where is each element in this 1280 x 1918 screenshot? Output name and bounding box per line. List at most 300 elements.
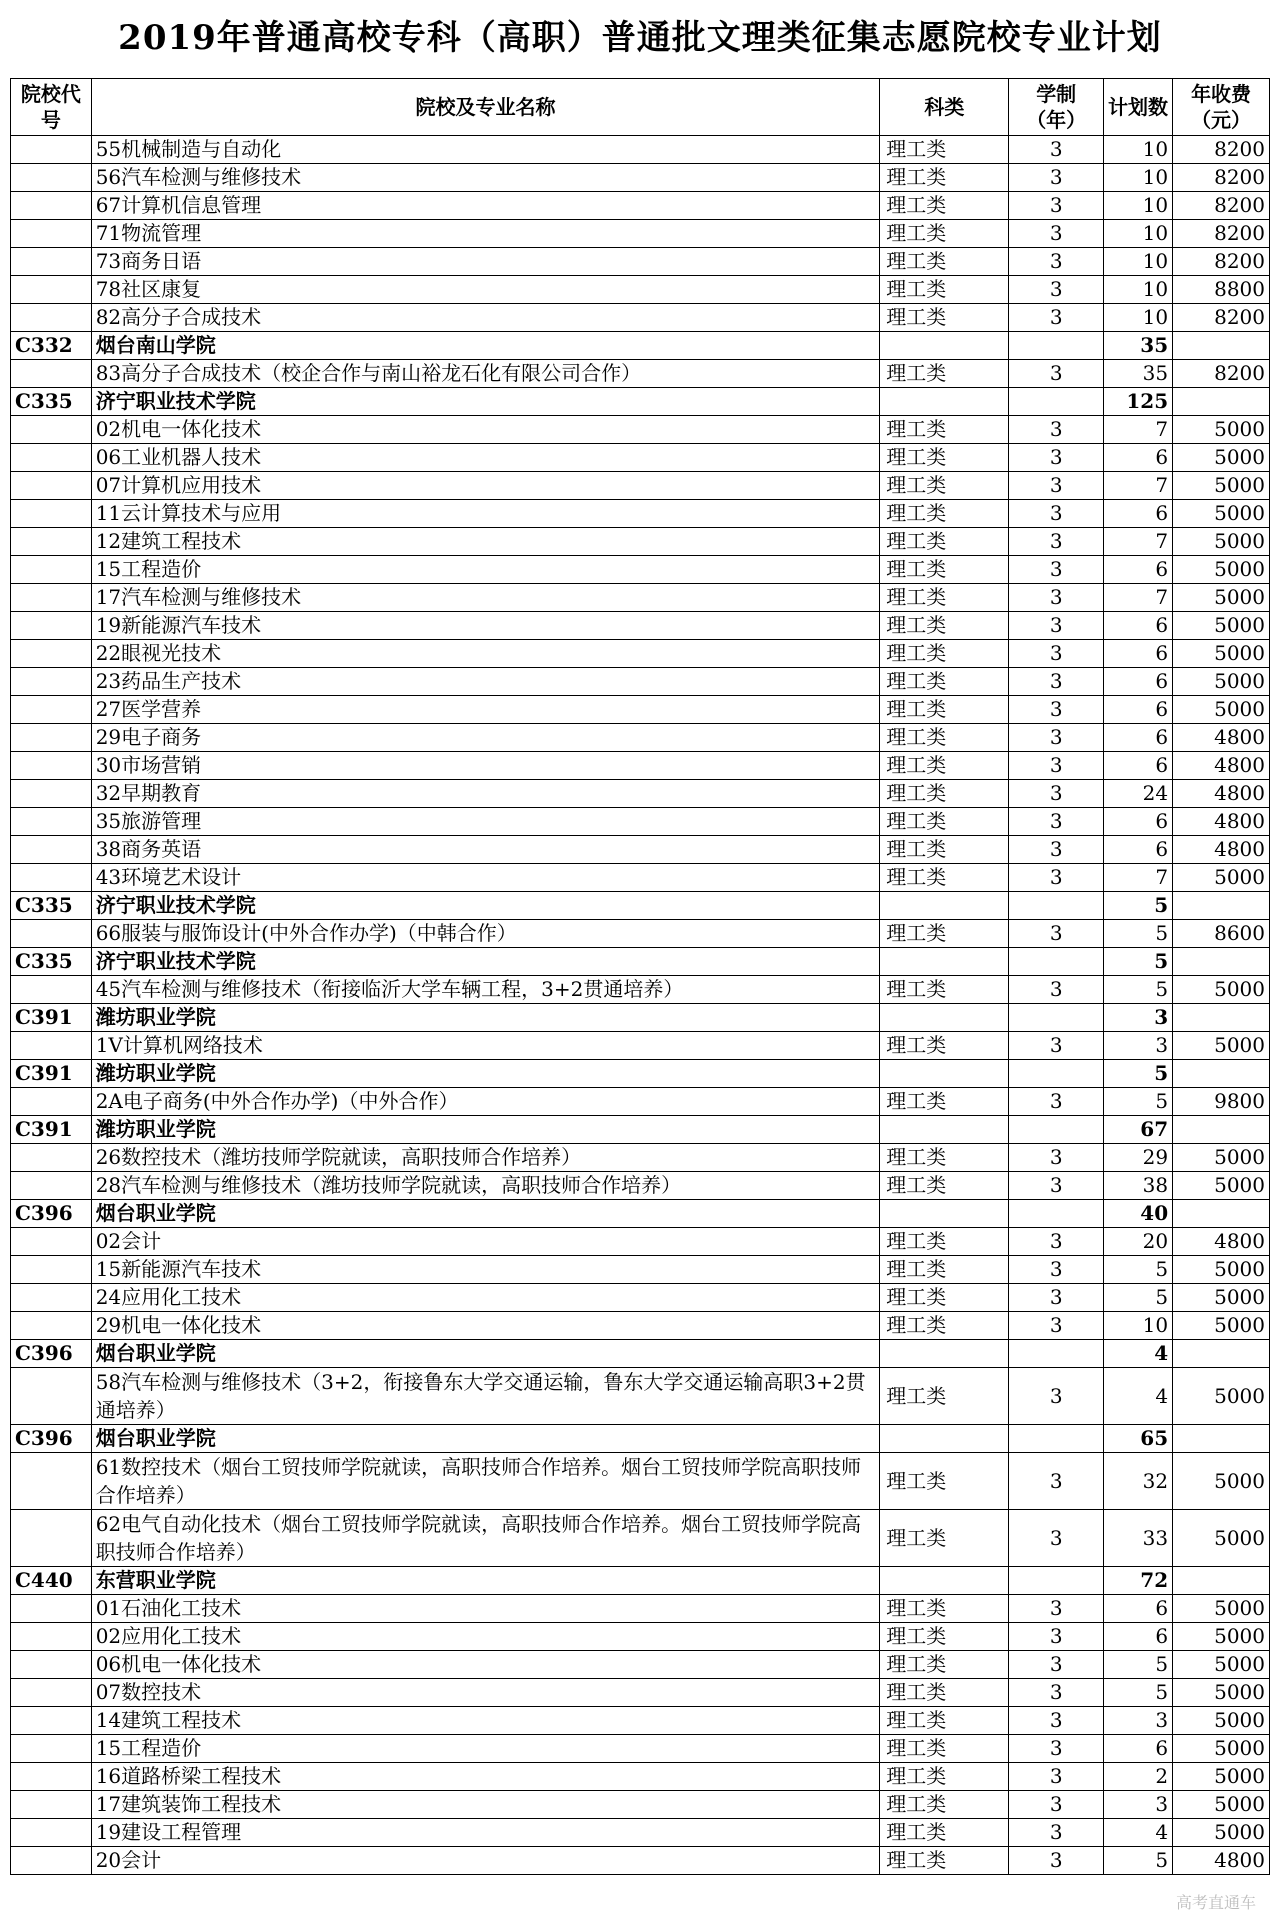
cell-name: 1V计算机网络技术 bbox=[91, 1032, 880, 1060]
cell-category: 理工类 bbox=[880, 192, 1009, 220]
cell-category: 理工类 bbox=[880, 1453, 1009, 1510]
cell-code: C332 bbox=[11, 332, 92, 360]
cell-plan: 5 bbox=[1103, 1256, 1172, 1284]
cell-code bbox=[11, 1623, 92, 1651]
cell-fee: 4800 bbox=[1173, 780, 1270, 808]
cell-code bbox=[11, 612, 92, 640]
cell-fee: 8200 bbox=[1173, 164, 1270, 192]
cell-plan: 5 bbox=[1103, 948, 1172, 976]
cell-category: 理工类 bbox=[880, 612, 1009, 640]
cell-fee: 5000 bbox=[1173, 1312, 1270, 1340]
school-row bbox=[11, 1004, 1270, 1032]
cell-code bbox=[11, 472, 92, 500]
cell-code bbox=[11, 1707, 92, 1735]
cell-years: 3 bbox=[1009, 864, 1104, 892]
cell-category: 理工类 bbox=[880, 1228, 1009, 1256]
cell-name: 73商务日语 bbox=[91, 248, 880, 276]
cell-name: 66服装与服饰设计(中外合作办学)（中韩合作） bbox=[91, 920, 880, 948]
cell-plan: 5 bbox=[1103, 976, 1172, 1004]
table-row bbox=[11, 780, 1270, 808]
cell-category: 理工类 bbox=[880, 724, 1009, 752]
cell-code bbox=[11, 192, 92, 220]
cell-fee: 5000 bbox=[1173, 416, 1270, 444]
cell-years bbox=[1009, 1425, 1104, 1453]
cell-name: 28汽车检测与维修技术（潍坊技师学院就读，高职技师合作培养） bbox=[91, 1172, 880, 1200]
cell-code bbox=[11, 1735, 92, 1763]
table-row bbox=[11, 1256, 1270, 1284]
table-row bbox=[11, 1312, 1270, 1340]
cell-name: 02应用化工技术 bbox=[91, 1623, 880, 1651]
header-code: 院校代号 bbox=[11, 79, 92, 136]
header-name: 院校及专业名称 bbox=[91, 79, 880, 136]
cell-code bbox=[11, 220, 92, 248]
cell-name: 56汽车检测与维修技术 bbox=[91, 164, 880, 192]
table-row bbox=[11, 696, 1270, 724]
cell-years: 3 bbox=[1009, 1228, 1104, 1256]
cell-category: 理工类 bbox=[880, 752, 1009, 780]
cell-fee: 5000 bbox=[1173, 1453, 1270, 1510]
cell-code: C396 bbox=[11, 1340, 92, 1368]
cell-name: 济宁职业技术学院 bbox=[91, 948, 880, 976]
cell-category: 理工类 bbox=[880, 920, 1009, 948]
cell-code: C335 bbox=[11, 388, 92, 416]
cell-name: 26数控技术（潍坊技师学院就读，高职技师合作培养） bbox=[91, 1144, 880, 1172]
cell-plan: 7 bbox=[1103, 864, 1172, 892]
cell-plan: 3 bbox=[1103, 1707, 1172, 1735]
header-fee: 年收费（元） bbox=[1173, 79, 1270, 136]
cell-plan: 6 bbox=[1103, 1623, 1172, 1651]
cell-category: 理工类 bbox=[880, 1623, 1009, 1651]
cell-category: 理工类 bbox=[880, 136, 1009, 164]
cell-category bbox=[880, 1567, 1009, 1595]
cell-name: 烟台职业学院 bbox=[91, 1200, 880, 1228]
cell-plan: 10 bbox=[1103, 164, 1172, 192]
cell-name: 潍坊职业学院 bbox=[91, 1060, 880, 1088]
cell-category: 理工类 bbox=[880, 1510, 1009, 1567]
cell-fee: 5000 bbox=[1173, 1651, 1270, 1679]
cell-name: 78社区康复 bbox=[91, 276, 880, 304]
cell-name: 潍坊职业学院 bbox=[91, 1004, 880, 1032]
cell-name: 30市场营销 bbox=[91, 752, 880, 780]
cell-name: 27医学营养 bbox=[91, 696, 880, 724]
cell-plan: 6 bbox=[1103, 640, 1172, 668]
cell-name: 71物流管理 bbox=[91, 220, 880, 248]
cell-plan: 20 bbox=[1103, 1228, 1172, 1256]
cell-name: 15新能源汽车技术 bbox=[91, 1256, 880, 1284]
cell-code bbox=[11, 724, 92, 752]
cell-fee: 4800 bbox=[1173, 1228, 1270, 1256]
cell-years: 3 bbox=[1009, 1453, 1104, 1510]
cell-years: 3 bbox=[1009, 780, 1104, 808]
cell-name: 07计算机应用技术 bbox=[91, 472, 880, 500]
cell-code bbox=[11, 1368, 92, 1425]
cell-years bbox=[1009, 1060, 1104, 1088]
cell-name: 07数控技术 bbox=[91, 1679, 880, 1707]
school-row bbox=[11, 1425, 1270, 1453]
cell-name: 19新能源汽车技术 bbox=[91, 612, 880, 640]
cell-code bbox=[11, 1312, 92, 1340]
cell-code bbox=[11, 556, 92, 584]
cell-fee: 5000 bbox=[1173, 864, 1270, 892]
cell-name: 22眼视光技术 bbox=[91, 640, 880, 668]
cell-plan: 10 bbox=[1103, 220, 1172, 248]
cell-years: 3 bbox=[1009, 640, 1104, 668]
cell-name: 45汽车检测与维修技术（衔接临沂大学车辆工程，3+2贯通培养） bbox=[91, 976, 880, 1004]
cell-years: 3 bbox=[1009, 1510, 1104, 1567]
cell-category: 理工类 bbox=[880, 416, 1009, 444]
cell-fee: 5000 bbox=[1173, 556, 1270, 584]
cell-years: 3 bbox=[1009, 1651, 1104, 1679]
table-row bbox=[11, 920, 1270, 948]
cell-fee: 5000 bbox=[1173, 1510, 1270, 1567]
cell-category: 理工类 bbox=[880, 1679, 1009, 1707]
cell-code bbox=[11, 360, 92, 388]
cell-plan: 5 bbox=[1103, 1847, 1172, 1875]
cell-plan: 7 bbox=[1103, 584, 1172, 612]
table-row bbox=[11, 864, 1270, 892]
cell-name: 02机电一体化技术 bbox=[91, 416, 880, 444]
cell-category: 理工类 bbox=[880, 164, 1009, 192]
cell-category: 理工类 bbox=[880, 780, 1009, 808]
cell-name: 01石油化工技术 bbox=[91, 1595, 880, 1623]
cell-category: 理工类 bbox=[880, 220, 1009, 248]
cell-years: 3 bbox=[1009, 1763, 1104, 1791]
cell-fee: 5000 bbox=[1173, 1172, 1270, 1200]
cell-name: 23药品生产技术 bbox=[91, 668, 880, 696]
cell-plan: 6 bbox=[1103, 752, 1172, 780]
cell-name: 济宁职业技术学院 bbox=[91, 892, 880, 920]
cell-years: 3 bbox=[1009, 1144, 1104, 1172]
cell-years bbox=[1009, 1004, 1104, 1032]
cell-plan: 10 bbox=[1103, 1312, 1172, 1340]
cell-plan: 6 bbox=[1103, 808, 1172, 836]
cell-plan: 4 bbox=[1103, 1819, 1172, 1847]
school-row bbox=[11, 1116, 1270, 1144]
cell-years: 3 bbox=[1009, 1595, 1104, 1623]
cell-fee bbox=[1173, 1567, 1270, 1595]
cell-plan: 3 bbox=[1103, 1791, 1172, 1819]
cell-code: C440 bbox=[11, 1567, 92, 1595]
cell-code: C391 bbox=[11, 1116, 92, 1144]
cell-fee: 5000 bbox=[1173, 1763, 1270, 1791]
table-row bbox=[11, 1707, 1270, 1735]
cell-category: 理工类 bbox=[880, 1819, 1009, 1847]
cell-category bbox=[880, 1060, 1009, 1088]
cell-plan: 6 bbox=[1103, 836, 1172, 864]
table-row bbox=[11, 1791, 1270, 1819]
cell-years: 3 bbox=[1009, 668, 1104, 696]
cell-years: 3 bbox=[1009, 612, 1104, 640]
cell-category bbox=[880, 892, 1009, 920]
school-row bbox=[11, 892, 1270, 920]
cell-plan: 10 bbox=[1103, 304, 1172, 332]
cell-category bbox=[880, 1116, 1009, 1144]
cell-code bbox=[11, 1453, 92, 1510]
table-row bbox=[11, 976, 1270, 1004]
cell-plan: 125 bbox=[1103, 388, 1172, 416]
cell-name: 东营职业学院 bbox=[91, 1567, 880, 1595]
cell-category: 理工类 bbox=[880, 1651, 1009, 1679]
school-row bbox=[11, 388, 1270, 416]
cell-fee bbox=[1173, 1060, 1270, 1088]
cell-name: 58汽车检测与维修技术（3+2，衔接鲁东大学交通运输，鲁东大学交通运输高职3+2贯通培养） bbox=[91, 1368, 880, 1425]
cell-name: 2A电子商务(中外合作办学)（中外合作） bbox=[91, 1088, 880, 1116]
cell-years: 3 bbox=[1009, 1284, 1104, 1312]
cell-code bbox=[11, 780, 92, 808]
cell-plan: 5 bbox=[1103, 920, 1172, 948]
header-category: 科类 bbox=[880, 79, 1009, 136]
cell-code bbox=[11, 136, 92, 164]
cell-code bbox=[11, 976, 92, 1004]
cell-name: 17建筑装饰工程技术 bbox=[91, 1791, 880, 1819]
cell-years: 3 bbox=[1009, 192, 1104, 220]
cell-plan: 5 bbox=[1103, 1088, 1172, 1116]
cell-years: 3 bbox=[1009, 1819, 1104, 1847]
cell-plan: 24 bbox=[1103, 780, 1172, 808]
cell-plan: 38 bbox=[1103, 1172, 1172, 1200]
cell-name: 济宁职业技术学院 bbox=[91, 388, 880, 416]
cell-code bbox=[11, 836, 92, 864]
table-row bbox=[11, 556, 1270, 584]
cell-years bbox=[1009, 892, 1104, 920]
cell-plan: 5 bbox=[1103, 1284, 1172, 1312]
table-row bbox=[11, 1144, 1270, 1172]
cell-name: 06机电一体化技术 bbox=[91, 1651, 880, 1679]
cell-code bbox=[11, 920, 92, 948]
cell-plan: 10 bbox=[1103, 276, 1172, 304]
cell-years: 3 bbox=[1009, 136, 1104, 164]
cell-name: 烟台南山学院 bbox=[91, 332, 880, 360]
table-row bbox=[11, 1679, 1270, 1707]
cell-years: 3 bbox=[1009, 360, 1104, 388]
cell-years: 3 bbox=[1009, 752, 1104, 780]
cell-category: 理工类 bbox=[880, 1368, 1009, 1425]
cell-name: 16道路桥梁工程技术 bbox=[91, 1763, 880, 1791]
cell-fee: 8200 bbox=[1173, 220, 1270, 248]
cell-name: 20会计 bbox=[91, 1847, 880, 1875]
cell-years: 3 bbox=[1009, 304, 1104, 332]
table-header-row bbox=[11, 79, 1270, 136]
cell-years: 3 bbox=[1009, 248, 1104, 276]
cell-years: 3 bbox=[1009, 1088, 1104, 1116]
cell-code bbox=[11, 584, 92, 612]
cell-category: 理工类 bbox=[880, 1172, 1009, 1200]
cell-category: 理工类 bbox=[880, 1707, 1009, 1735]
cell-plan: 5 bbox=[1103, 1679, 1172, 1707]
cell-years: 3 bbox=[1009, 556, 1104, 584]
cell-fee bbox=[1173, 1340, 1270, 1368]
cell-years: 3 bbox=[1009, 1735, 1104, 1763]
cell-years: 3 bbox=[1009, 584, 1104, 612]
cell-fee: 5000 bbox=[1173, 500, 1270, 528]
cell-code bbox=[11, 1595, 92, 1623]
cell-name: 19建设工程管理 bbox=[91, 1819, 880, 1847]
cell-years: 3 bbox=[1009, 1032, 1104, 1060]
table-row bbox=[11, 836, 1270, 864]
cell-category: 理工类 bbox=[880, 500, 1009, 528]
cell-fee: 9800 bbox=[1173, 1088, 1270, 1116]
table-row bbox=[11, 752, 1270, 780]
cell-plan: 2 bbox=[1103, 1763, 1172, 1791]
cell-fee bbox=[1173, 388, 1270, 416]
cell-plan: 33 bbox=[1103, 1510, 1172, 1567]
school-row bbox=[11, 948, 1270, 976]
cell-name: 67计算机信息管理 bbox=[91, 192, 880, 220]
cell-category bbox=[880, 388, 1009, 416]
cell-name: 17汽车检测与维修技术 bbox=[91, 584, 880, 612]
cell-name: 43环境艺术设计 bbox=[91, 864, 880, 892]
cell-code bbox=[11, 1847, 92, 1875]
cell-years: 3 bbox=[1009, 472, 1104, 500]
plan-table bbox=[10, 78, 1270, 1875]
cell-category: 理工类 bbox=[880, 444, 1009, 472]
cell-code bbox=[11, 528, 92, 556]
cell-name: 12建筑工程技术 bbox=[91, 528, 880, 556]
cell-category: 理工类 bbox=[880, 1735, 1009, 1763]
cell-fee bbox=[1173, 892, 1270, 920]
cell-plan: 10 bbox=[1103, 192, 1172, 220]
cell-plan: 6 bbox=[1103, 444, 1172, 472]
cell-code bbox=[11, 1256, 92, 1284]
cell-plan: 5 bbox=[1103, 892, 1172, 920]
cell-years bbox=[1009, 388, 1104, 416]
table-row bbox=[11, 808, 1270, 836]
cell-fee: 5000 bbox=[1173, 696, 1270, 724]
cell-code bbox=[11, 864, 92, 892]
cell-name: 烟台职业学院 bbox=[91, 1425, 880, 1453]
cell-years: 3 bbox=[1009, 1368, 1104, 1425]
cell-category: 理工类 bbox=[880, 1032, 1009, 1060]
cell-fee bbox=[1173, 1116, 1270, 1144]
cell-years: 3 bbox=[1009, 416, 1104, 444]
table-row bbox=[11, 1847, 1270, 1875]
cell-fee: 5000 bbox=[1173, 584, 1270, 612]
cell-years: 3 bbox=[1009, 444, 1104, 472]
cell-name: 29电子商务 bbox=[91, 724, 880, 752]
cell-category: 理工类 bbox=[880, 1847, 1009, 1875]
cell-years: 3 bbox=[1009, 724, 1104, 752]
cell-fee: 5000 bbox=[1173, 612, 1270, 640]
cell-category: 理工类 bbox=[880, 696, 1009, 724]
cell-years: 3 bbox=[1009, 276, 1104, 304]
cell-code bbox=[11, 1819, 92, 1847]
cell-plan: 3 bbox=[1103, 1032, 1172, 1060]
cell-plan: 6 bbox=[1103, 556, 1172, 584]
cell-plan: 35 bbox=[1103, 360, 1172, 388]
cell-name: 15工程造价 bbox=[91, 1735, 880, 1763]
cell-years: 3 bbox=[1009, 164, 1104, 192]
cell-fee: 5000 bbox=[1173, 1032, 1270, 1060]
cell-years bbox=[1009, 948, 1104, 976]
cell-code bbox=[11, 640, 92, 668]
table-row bbox=[11, 1651, 1270, 1679]
table-row bbox=[11, 360, 1270, 388]
header-plan: 计划数 bbox=[1103, 79, 1172, 136]
table-row bbox=[11, 584, 1270, 612]
cell-years: 3 bbox=[1009, 1679, 1104, 1707]
cell-years: 3 bbox=[1009, 220, 1104, 248]
cell-plan: 4 bbox=[1103, 1340, 1172, 1368]
cell-plan: 67 bbox=[1103, 1116, 1172, 1144]
table-row bbox=[11, 1510, 1270, 1567]
cell-fee: 5000 bbox=[1173, 1623, 1270, 1651]
school-row bbox=[11, 332, 1270, 360]
cell-category: 理工类 bbox=[880, 1256, 1009, 1284]
cell-code bbox=[11, 304, 92, 332]
cell-category: 理工类 bbox=[880, 360, 1009, 388]
cell-category: 理工类 bbox=[880, 528, 1009, 556]
table-row bbox=[11, 724, 1270, 752]
school-row bbox=[11, 1200, 1270, 1228]
cell-plan: 3 bbox=[1103, 1004, 1172, 1032]
cell-years: 3 bbox=[1009, 1707, 1104, 1735]
cell-plan: 40 bbox=[1103, 1200, 1172, 1228]
cell-plan: 6 bbox=[1103, 1735, 1172, 1763]
header-years: 学制（年） bbox=[1009, 79, 1104, 136]
cell-category: 理工类 bbox=[880, 472, 1009, 500]
cell-code bbox=[11, 416, 92, 444]
cell-plan: 6 bbox=[1103, 696, 1172, 724]
cell-code bbox=[11, 164, 92, 192]
cell-plan: 7 bbox=[1103, 472, 1172, 500]
cell-name: 11云计算技术与应用 bbox=[91, 500, 880, 528]
cell-plan: 7 bbox=[1103, 416, 1172, 444]
cell-category: 理工类 bbox=[880, 1312, 1009, 1340]
cell-fee: 8600 bbox=[1173, 920, 1270, 948]
watermark: 高考直通车 bbox=[1175, 1893, 1256, 1912]
table-row bbox=[11, 220, 1270, 248]
cell-fee: 8800 bbox=[1173, 276, 1270, 304]
cell-plan: 7 bbox=[1103, 528, 1172, 556]
cell-fee: 5000 bbox=[1173, 1595, 1270, 1623]
cell-code bbox=[11, 752, 92, 780]
cell-plan: 10 bbox=[1103, 136, 1172, 164]
cell-years: 3 bbox=[1009, 1791, 1104, 1819]
cell-fee bbox=[1173, 1425, 1270, 1453]
cell-code bbox=[11, 1032, 92, 1060]
cell-plan: 10 bbox=[1103, 248, 1172, 276]
cell-years: 3 bbox=[1009, 836, 1104, 864]
cell-fee: 5000 bbox=[1173, 1256, 1270, 1284]
cell-plan: 6 bbox=[1103, 612, 1172, 640]
cell-fee: 5000 bbox=[1173, 1284, 1270, 1312]
cell-fee: 8200 bbox=[1173, 192, 1270, 220]
cell-plan: 72 bbox=[1103, 1567, 1172, 1595]
cell-fee: 4800 bbox=[1173, 752, 1270, 780]
table-row bbox=[11, 1819, 1270, 1847]
cell-name: 83高分子合成技术（校企合作与南山裕龙石化有限公司合作） bbox=[91, 360, 880, 388]
cell-category: 理工类 bbox=[880, 1763, 1009, 1791]
cell-category bbox=[880, 332, 1009, 360]
cell-years: 3 bbox=[1009, 1847, 1104, 1875]
table-row bbox=[11, 612, 1270, 640]
table-row bbox=[11, 192, 1270, 220]
school-row bbox=[11, 1567, 1270, 1595]
table-row bbox=[11, 1172, 1270, 1200]
cell-fee: 5000 bbox=[1173, 1707, 1270, 1735]
cell-fee: 5000 bbox=[1173, 1368, 1270, 1425]
cell-plan: 35 bbox=[1103, 332, 1172, 360]
table-row bbox=[11, 1763, 1270, 1791]
cell-plan: 6 bbox=[1103, 1595, 1172, 1623]
cell-name: 38商务英语 bbox=[91, 836, 880, 864]
cell-category: 理工类 bbox=[880, 640, 1009, 668]
cell-name: 06工业机器人技术 bbox=[91, 444, 880, 472]
cell-plan: 4 bbox=[1103, 1368, 1172, 1425]
cell-plan: 29 bbox=[1103, 1144, 1172, 1172]
cell-fee: 5000 bbox=[1173, 1791, 1270, 1819]
cell-years: 3 bbox=[1009, 1256, 1104, 1284]
